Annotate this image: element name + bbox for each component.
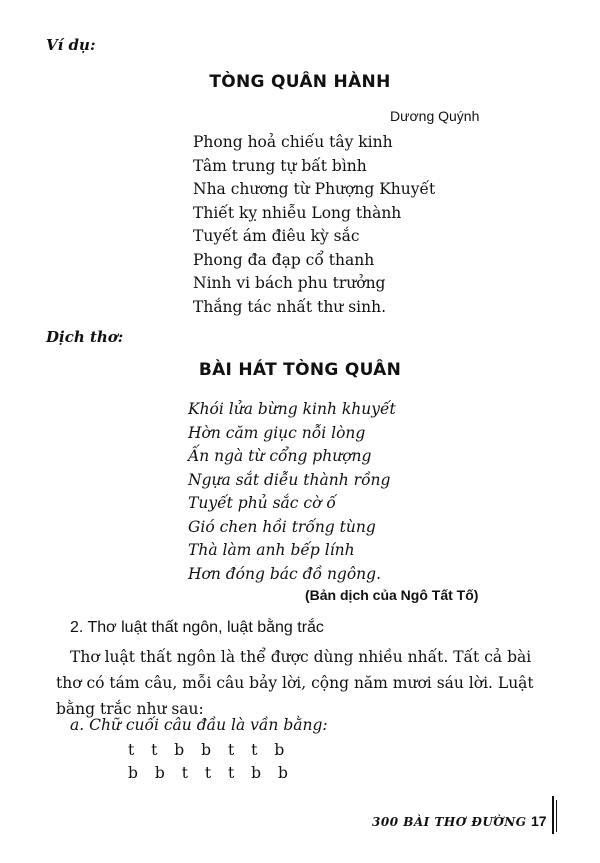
poem-line: Khói lửa bừng kinh khuyết [188, 400, 396, 418]
poem-line: Phong đa đạp cổ thanh [193, 250, 375, 269]
footer-rule-thin [556, 800, 557, 832]
tone-row: t t b b t t b [128, 741, 285, 759]
poem-line: Ninh vi bách phu trưởng [193, 274, 386, 292]
poem1-title: TÒNG QUÂN HÀNH [209, 72, 391, 92]
footer-page-number: 17 [531, 813, 547, 829]
poem1-author: Dương Quýnh [390, 108, 480, 124]
poem-line: Tuyết phủ sắc cờ ố [188, 494, 336, 512]
poem1-lines [193, 131, 435, 319]
poem-line: Nha chương từ Phượng Khuyết [193, 180, 436, 198]
poem-line: Thiết kỵ nhiễu Long thành [193, 203, 402, 222]
translation-credit: (Bản dịch của Ngô Tất Tố) [305, 587, 479, 603]
poem2-lines [188, 398, 396, 586]
section-paragraph: Thơ luật thất ngôn là thể được dùng nhiều nhất. Tất cả bài thơ có tám câu, mỗi câu bảy lời, cộng năm mươi sáu lời. Luật bằng trắc như sau: [56, 648, 534, 718]
sub-item-a: a. Chữ cuối câu đầu là vần bằng: [70, 716, 328, 734]
poem-line: Ấn ngà từ cổng phượng [188, 447, 372, 465]
tone-row: b b t t t b b [128, 764, 288, 782]
poem-line: Hơn đóng bác đồ ngông. [188, 564, 382, 583]
poem-line: Tâm trung tự bất bình [193, 156, 367, 175]
footer-book-title: 300 BÀI THƠ ĐƯỜNG [372, 815, 527, 829]
poem-line: Phong hoả chiếu tây kinh [193, 133, 393, 151]
poem-line: Thà làm anh bếp lính [188, 541, 355, 559]
poem-line: Ngựa sắt diễu thành rồng [188, 470, 391, 489]
poem2-title: BÀI HÁT TÒNG QUÂN [198, 360, 402, 380]
poem-line: Gió chen hồi trống tùng [188, 517, 376, 536]
poem-line: Tuyết ám điêu kỳ sắc [193, 227, 360, 245]
example-label: Ví dụ: [46, 36, 96, 54]
poem-line: Thắng tác nhất thư sinh. [193, 297, 387, 316]
section-heading: 2. Thơ luật thất ngôn, luật bằng trắc [70, 619, 324, 636]
footer-rule [552, 796, 554, 834]
poem-line: Hờn căm giục nỗi lòng [188, 423, 366, 442]
translation-label: Dịch thơ: [46, 328, 124, 346]
